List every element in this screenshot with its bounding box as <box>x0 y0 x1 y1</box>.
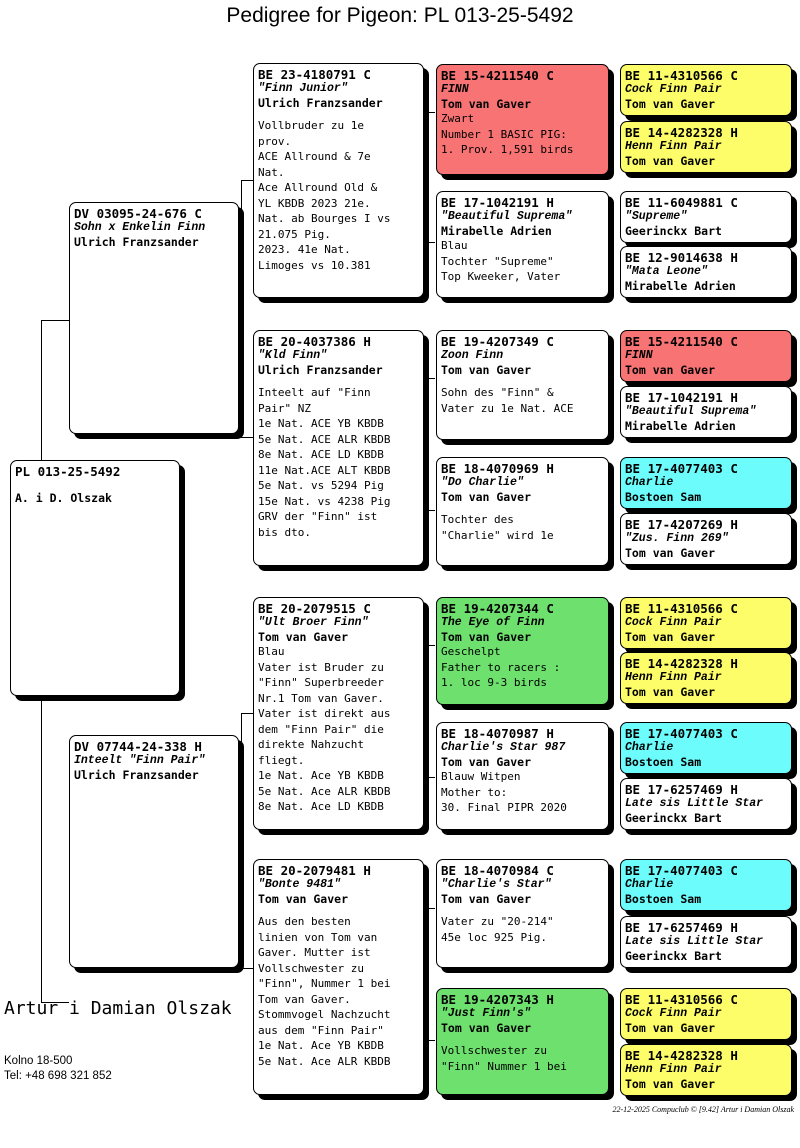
gg-grandparent-card[interactable] <box>620 988 792 1040</box>
connector-line <box>611 92 612 147</box>
pigeon-name: Cock Finn Pair <box>625 83 722 96</box>
owner: Bostoen Sam <box>625 892 702 906</box>
owner: Tom van Gaver <box>625 685 716 699</box>
parent-card-dam[interactable] <box>69 735 239 968</box>
connector-line <box>241 968 253 969</box>
connector-line <box>426 242 435 243</box>
great-grandparent-card[interactable] <box>436 330 609 440</box>
pigeon-name: Charlie <box>625 878 674 891</box>
pigeon-name: Inteelt "Finn Pair" <box>74 754 206 767</box>
owner: Mirabelle Adrien <box>625 419 736 433</box>
pigeon-color: Blau <box>441 239 468 252</box>
owner: Tom van Gaver <box>625 630 716 644</box>
pigeon-color: Blau <box>258 645 285 658</box>
ring-number: BE 14-4282328 H <box>625 125 738 140</box>
ring-number: BE 23-4180791 C <box>258 67 371 82</box>
pigeon-name: "Ult Broer Finn" <box>258 616 369 629</box>
ring-number: BE 11-4310566 C <box>625 68 738 83</box>
connector-line <box>611 624 612 679</box>
pigeon-name: Henn Finn Pair <box>625 1063 722 1076</box>
gg-grandparent-card[interactable] <box>620 778 792 830</box>
pigeon-name: Late sis Little Star <box>625 797 764 810</box>
ring-number: BE 11-4310566 C <box>625 992 738 1007</box>
pigeon-name: Zoon Finn <box>441 349 504 362</box>
owner: Ulrich Franzsander <box>258 363 383 377</box>
ring-number: BE 18-4070984 C <box>441 863 554 878</box>
pigeon-name: "Zus. Finn 269" <box>625 532 729 545</box>
owner: Tom van Gaver <box>441 892 532 906</box>
pigeon-name: "Do Charlie" <box>441 476 524 489</box>
gg-grandparent-card[interactable] <box>620 916 792 968</box>
page-title: Pedigree for Pigeon: PL 013-25-5492 <box>226 4 574 27</box>
notes: Father to racers : 1. loc 9-3 birds <box>441 660 561 689</box>
owner: Ulrich Franzsander <box>74 768 199 782</box>
notes: Vater zu "20-214" 45e loc 925 Pig. <box>441 915 554 944</box>
notes: Vollschwester zu "Finn" Nummer 1 bei <box>441 1044 567 1073</box>
gg-grandparent-card[interactable] <box>620 513 792 565</box>
pigeon-name: Charlie's Star 987 <box>441 741 566 754</box>
owner: Tom van Gaver <box>625 1021 716 1035</box>
notes: Tochter "Supreme" Top Kweeker, Vater <box>441 254 561 283</box>
great-grandparent-card[interactable] <box>436 597 609 705</box>
owner: Geerinckx Bart <box>625 811 722 825</box>
pigeon-color: Geschelpt <box>441 645 501 658</box>
notes: Sohn des "Finn" & Vater zu 1e Nat. ACE <box>441 386 574 415</box>
pigeon-name: "Kld Finn" <box>258 349 328 362</box>
owner: Bostoen Sam <box>625 490 702 504</box>
breeder-address: Kolno 18-500 <box>4 1055 73 1067</box>
connector-line <box>611 756 612 811</box>
owner: Ulrich Franzsander <box>74 235 199 249</box>
pigeon-name: "Bonte 9481" <box>258 878 341 891</box>
owner: A. i D. Olszak <box>15 491 112 505</box>
connector-line <box>426 777 435 778</box>
owner: Tom van Gaver <box>441 97 532 111</box>
pigeon-name: Sohn x Enkelin Finn <box>74 221 206 234</box>
gg-grandparent-card[interactable] <box>620 652 792 704</box>
great-grandparent-card[interactable] <box>436 988 609 1095</box>
connector-line <box>41 696 42 1002</box>
gg-grandparent-card[interactable] <box>620 330 792 382</box>
connector-line <box>241 180 253 181</box>
connector-line <box>41 320 69 321</box>
pigeon-name: "Beautiful Suprema" <box>441 210 573 223</box>
connector-line <box>611 890 612 945</box>
connector-line <box>426 112 435 113</box>
ring-number: BE 20-4037386 H <box>258 334 371 349</box>
pigeon-name: FINN <box>441 83 469 96</box>
breeder-contact <box>4 1054 112 1084</box>
owner: Geerinckx Bart <box>625 224 722 238</box>
ring-number: BE 14-4282328 H <box>625 1048 738 1063</box>
ring-number: BE 17-4077403 C <box>625 461 738 476</box>
pigeon-name: Late sis Little Star <box>625 935 764 948</box>
connector-line <box>241 713 242 968</box>
connector-line <box>426 112 427 242</box>
breeder-name: Artur i Damian Olszak <box>4 998 232 1019</box>
connector-line <box>426 510 435 511</box>
gg-grandparent-card[interactable] <box>620 457 792 509</box>
connector-line <box>611 225 612 282</box>
ring-number: BE 17-1042191 H <box>625 390 738 405</box>
ring-number: BE 19-4207344 C <box>441 601 554 616</box>
owner: Geerinckx Bart <box>625 949 722 963</box>
grandparent-card[interactable] <box>253 63 424 298</box>
grandparent-card[interactable] <box>253 597 424 830</box>
connector-line <box>241 713 253 714</box>
gg-grandparent-card[interactable] <box>620 64 792 116</box>
notes: Inteelt auf "Finn Pair" NZ 1e Nat. ACE YB KBDB 5e Nat. ACE ALR KBDB 8e Nat. ACE LD KBDB 11e Nat.ACE ALT KBDB 5e Nat. vs 5294 Pig 15e Nat. vs 4238 Pig GRV der "Finn" ist bis dto. <box>258 386 391 539</box>
ring-number: BE 17-1042191 H <box>441 195 554 210</box>
ring-number: BE 17-4077403 C <box>625 726 738 741</box>
connector-line <box>426 908 427 1040</box>
notes: Vater ist Bruder zu "Finn" Superbreeder Nr.1 Tom van Gaver. Vater ist direkt aus dem "Finn Pair" die direkte Nahzucht fliegt. 1e Nat. Ace YB KBDB 5e Nat. Ace ALR KBDB 8e Nat. Ace LD KBDB <box>258 660 391 813</box>
ring-number: BE 14-4282328 H <box>625 656 738 671</box>
owner: Tom van Gaver <box>258 892 349 906</box>
ring-number: BE 15-4211540 C <box>441 68 554 83</box>
pigeon-name: FINN <box>625 349 653 362</box>
connector-line <box>241 437 253 438</box>
pigeon-name: Henn Finn Pair <box>625 671 722 684</box>
pigeon-name: "Supreme" <box>625 210 688 223</box>
pigeon-name: "Finn Junior" <box>258 82 348 95</box>
ring-number: BE 18-4070987 H <box>441 726 554 741</box>
ring-number: BE 17-4077403 C <box>625 863 738 878</box>
connector-line <box>426 1040 435 1041</box>
owner: Tom van Gaver <box>441 490 532 504</box>
great-grandparent-card[interactable] <box>436 191 609 298</box>
connector-line <box>426 645 427 777</box>
pigeon-name: The Eye of Finn <box>441 616 545 629</box>
breeder-phone: Tel: +48 698 321 852 <box>4 1070 112 1082</box>
connector-line <box>426 378 435 379</box>
owner: Ulrich Franzsander <box>258 96 383 110</box>
pigeon-name: Henn Finn Pair <box>625 140 722 153</box>
ring-number: BE 18-4070969 H <box>441 461 554 476</box>
ring-number: BE 17-6257469 H <box>625 782 738 797</box>
ring-number: BE 11-4310566 C <box>625 601 738 616</box>
notes: Aus den besten linien von Tom van Gaver. Mutter ist Vollschwester zu "Finn", Nummer 1 bei Tom van Gaver. Stommvogel Nachzucht aus dem "Finn Pair" 1e Nat. Ace YB KBDB 5e Nat. Ace ALR KBDB <box>258 915 391 1068</box>
parent-card-sire[interactable] <box>69 202 239 434</box>
ring-number: BE 12-9014638 H <box>625 250 738 265</box>
ring-number: DV 03095-24-676 C <box>74 206 202 221</box>
ring-number: BE 17-4207269 H <box>625 517 738 532</box>
owner: Bostoen Sam <box>625 755 702 769</box>
grandparent-card[interactable] <box>253 859 424 1095</box>
owner: Mirabelle Adrien <box>441 224 552 238</box>
ring-number: BE 20-2079515 C <box>258 601 371 616</box>
owner: Tom van Gaver <box>625 97 716 111</box>
connector-line <box>426 645 435 646</box>
pigeon-name: Cock Finn Pair <box>625 616 722 629</box>
ring-number: BE 15-4211540 C <box>625 334 738 349</box>
ring-number: PL 013-25-5492 <box>15 464 121 479</box>
pigeon-card[interactable] <box>10 460 180 696</box>
pigeon-name: Charlie <box>625 741 674 754</box>
gg-grandparent-card[interactable] <box>620 246 792 298</box>
pigeon-color: Blauw Witpen <box>441 770 521 783</box>
ring-number: DV 07744-24-338 H <box>74 739 202 754</box>
pigeon-name: Charlie <box>625 476 674 489</box>
pigeon-name: "Beautiful Suprema" <box>625 405 757 418</box>
ring-number: BE 19-4207349 C <box>441 334 554 349</box>
connector-line <box>611 358 612 413</box>
pigeon-name: "Mata Leone" <box>625 265 708 278</box>
grandparent-card[interactable] <box>253 330 424 566</box>
owner: Tom van Gaver <box>441 363 532 377</box>
notes: Tochter des "Charlie" wird 1e <box>441 513 554 542</box>
owner: Mirabelle Adrien <box>625 279 736 293</box>
gg-grandparent-card[interactable] <box>620 121 792 173</box>
connector-line <box>241 180 242 437</box>
notes: Number 1 BASIC PIG: 1. Prov. 1,591 birds <box>441 127 574 156</box>
ring-number: BE 17-6257469 H <box>625 920 738 935</box>
gg-grandparent-card[interactable] <box>620 1044 792 1096</box>
connector-line <box>426 908 435 909</box>
notes: Vollbruder zu 1e prov. ACE Allround & 7e Nat. Ace Allround Old & YL KBDB 2023 21e. Nat. ab Bourges I vs 21.075 Pig. 2023. 41e Nat. Limoges vs 10.381 <box>258 119 391 272</box>
great-grandparent-card[interactable] <box>436 64 609 175</box>
notes: Mother to: 30. Final PIPR 2020 <box>441 785 567 814</box>
owner: Tom van Gaver <box>441 755 532 769</box>
great-grandparent-card[interactable] <box>436 457 609 566</box>
pigeon-name: "Just Finn's" <box>441 1007 531 1020</box>
gg-grandparent-card[interactable] <box>620 386 792 438</box>
gg-grandparent-card[interactable] <box>620 859 792 911</box>
pigeon-color: Zwart <box>441 112 475 125</box>
owner: Tom van Gaver <box>258 630 349 644</box>
pigeon-name: Cock Finn Pair <box>625 1007 722 1020</box>
connector-line <box>611 1022 612 1077</box>
ring-number: BE 20-2079481 H <box>258 863 371 878</box>
connector-line <box>611 490 612 545</box>
connector-line <box>41 320 42 460</box>
owner: Tom van Gaver <box>625 1077 716 1091</box>
owner: Tom van Gaver <box>625 363 716 377</box>
owner: Tom van Gaver <box>441 630 532 644</box>
gg-grandparent-card[interactable] <box>620 722 792 774</box>
ring-number: BE 19-4207343 H <box>441 992 554 1007</box>
ring-number: BE 11-6049881 C <box>625 195 738 210</box>
footer-credit: 22-12-2025 Compuclub © [9.42] Artur i Damian Olszak <box>612 1105 794 1114</box>
owner: Tom van Gaver <box>625 546 716 560</box>
gg-grandparent-card[interactable] <box>620 191 792 243</box>
gg-grandparent-card[interactable] <box>620 597 792 649</box>
owner: Tom van Gaver <box>625 154 716 168</box>
pigeon-name: "Charlie's Star" <box>441 878 552 891</box>
owner: Tom van Gaver <box>441 1021 532 1035</box>
connector-line <box>426 378 427 510</box>
great-grandparent-card[interactable] <box>436 722 609 830</box>
great-grandparent-card[interactable] <box>436 859 609 968</box>
